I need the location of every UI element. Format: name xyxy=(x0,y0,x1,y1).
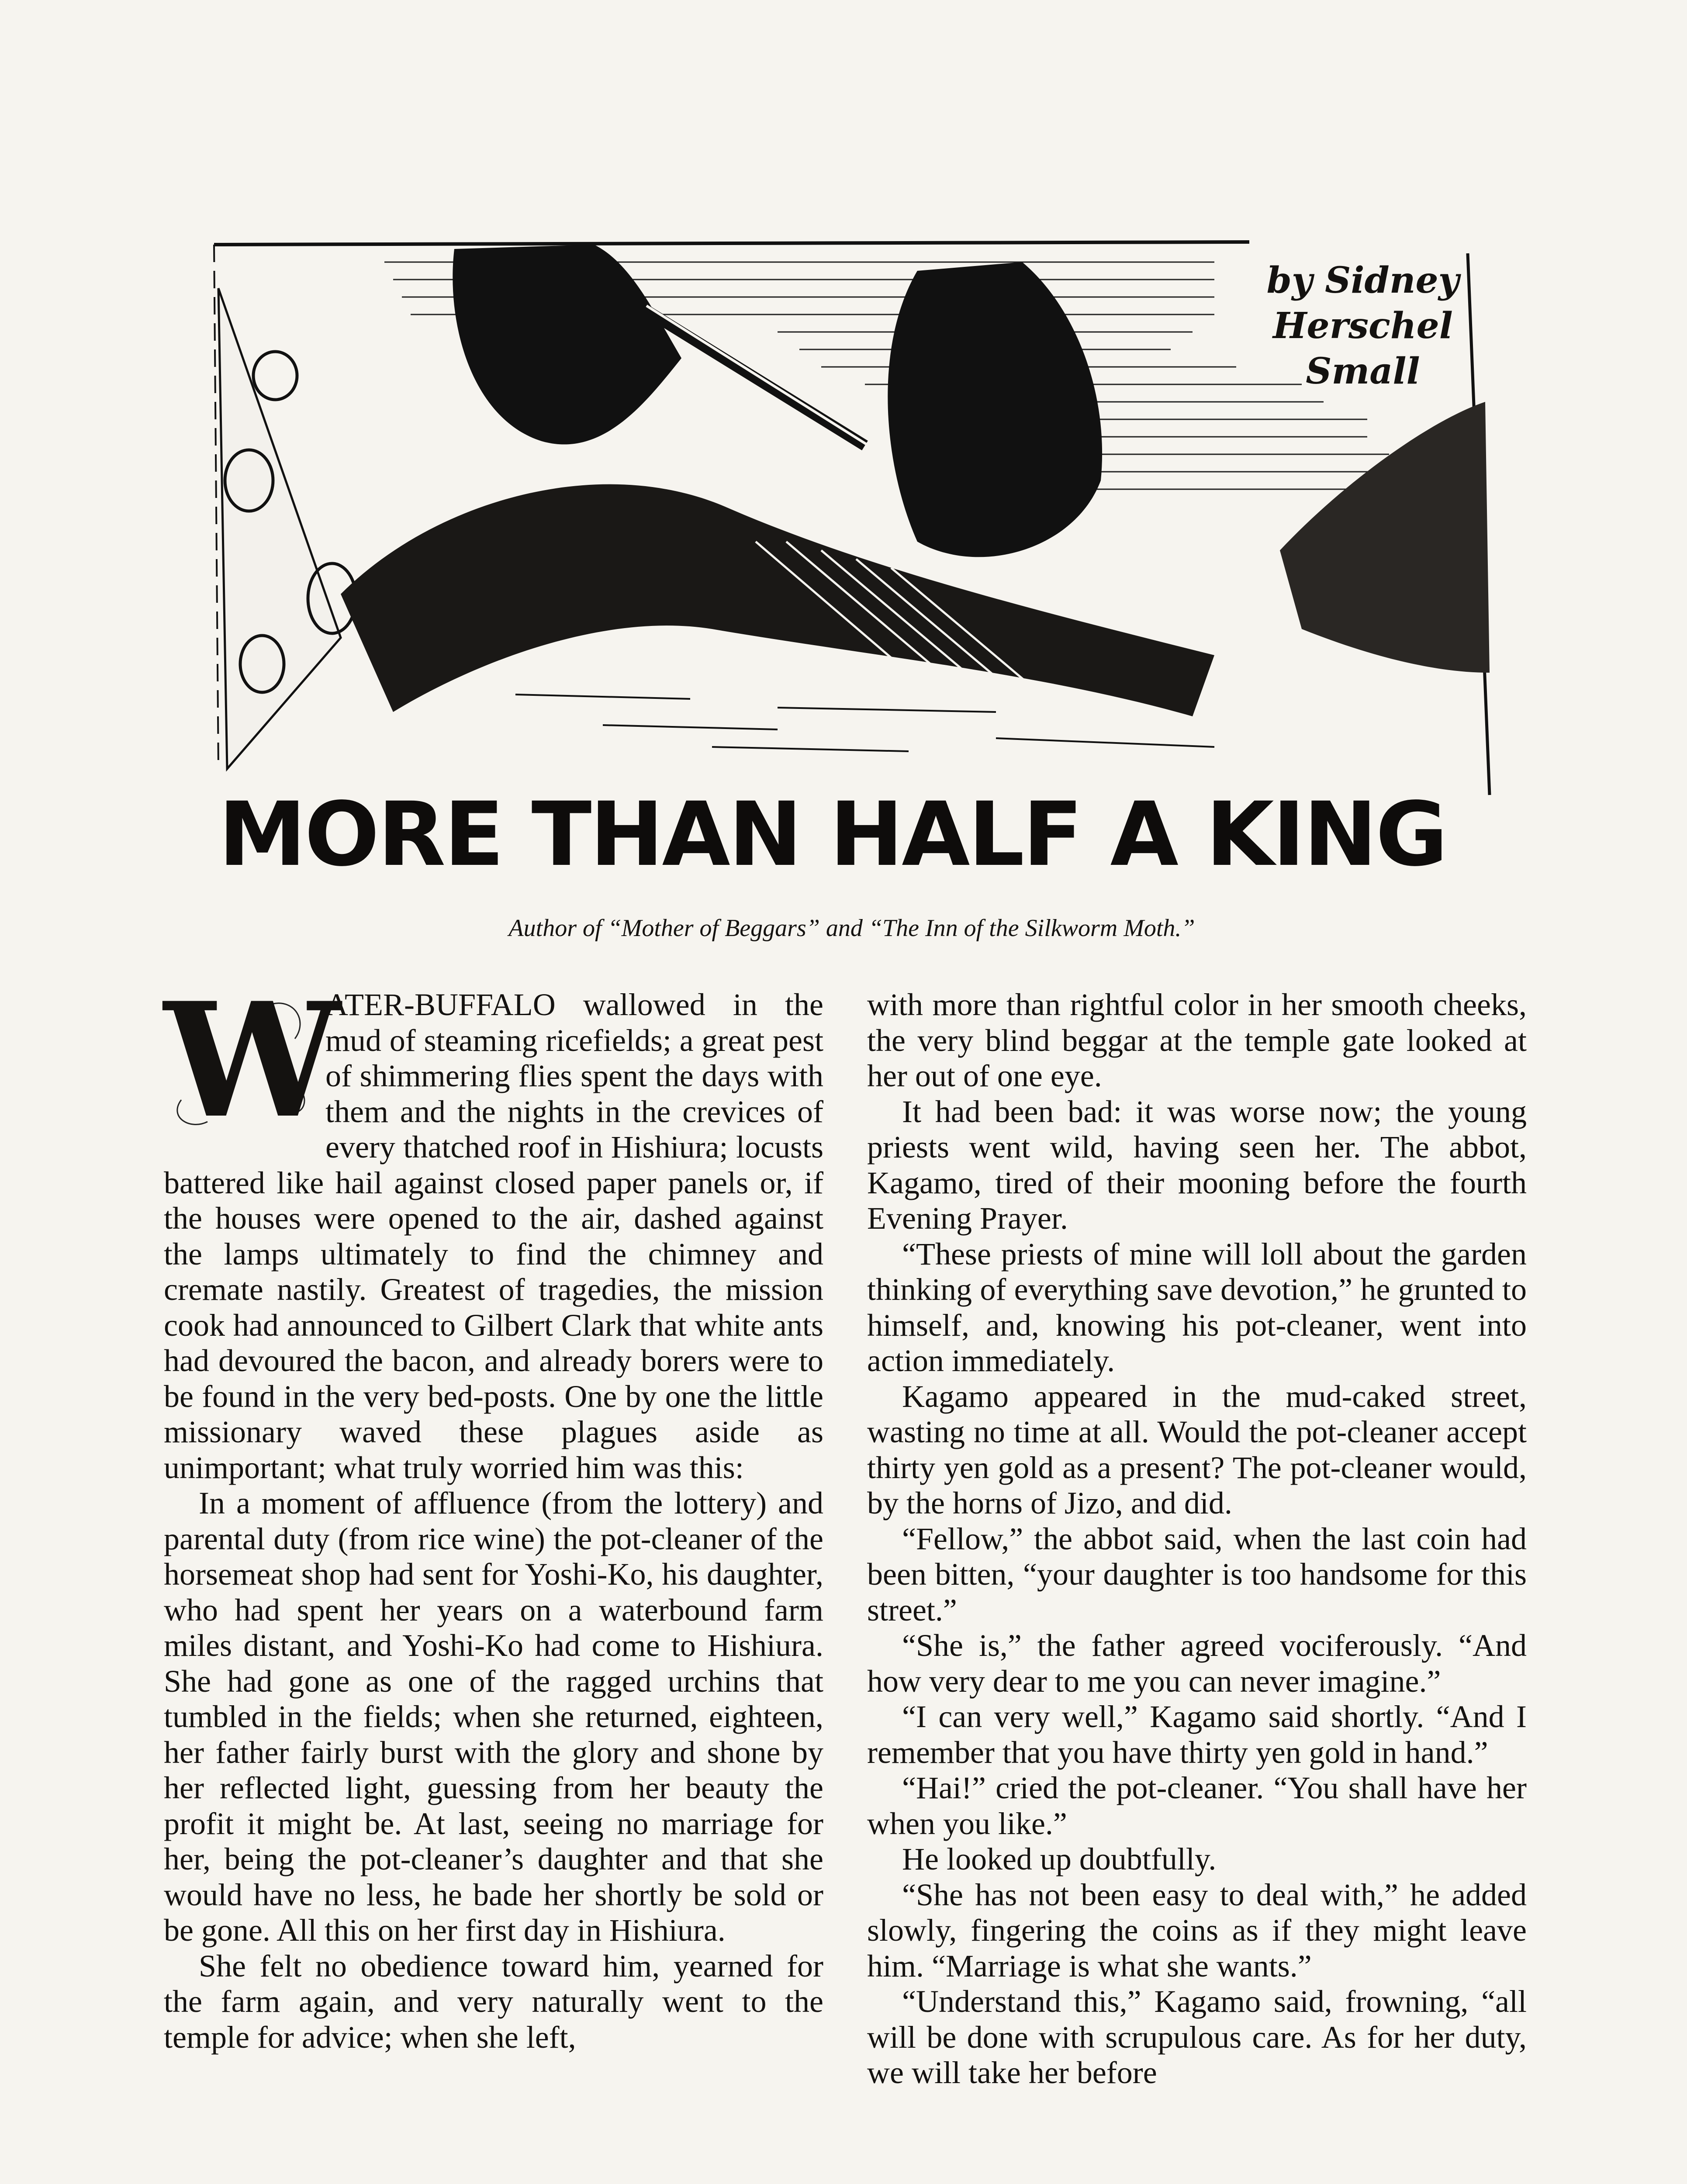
author-credits: Author of “Mother of Beggars” and “The Inn of the Silkworm Moth.” xyxy=(508,915,1195,942)
paragraph: Kagamo appeared in the mud-caked street, wasting no time at all. Would the pot-cleaner accept thirty yen gold as a present? The pot-cleaner would, by the horns of Jizo, and did. xyxy=(867,1379,1527,1521)
paragraph: “She has not been easy to deal with,” he added slowly, fingering the coins as if they might leave him. “Marriage is what she wants.” xyxy=(867,1877,1527,1984)
right-column xyxy=(867,987,1527,2091)
byline-line: Herschel xyxy=(1273,305,1453,347)
paragraph: “Fellow,” the abbot said, when the last coin had been bitten, “your daughter is too handsome for this street.” xyxy=(867,1521,1527,1628)
paragraph: She felt no obedience toward him, yearned for the farm again, and very naturally went to the temple for advice; when she left, xyxy=(164,1948,823,2055)
drop-cap xyxy=(164,968,341,1153)
drop-cap-letter: W xyxy=(164,968,341,1153)
paragraph: In a moment of affluence (from the lottery) and parental duty (from rice wine) the pot-cleaner of the horsemeat shop had sent for Yoshi-Ko, his daughter, who had spent her years on a waterbound farm miles distant, and Yoshi-Ko had come to Hishiura. She had gone as one of the ragged urchins that tumbled in the fields; when she returned, eighteen, her father fairly burst with the glory and shone by her reflected light, guessing from her beauty the profit it might be. At last, seeing no marriage for her, being the pot-cleaner’s daughter and that she would have no less, he bade her shortly be sold or be gone. All this on her first day in Hishiura. xyxy=(164,1486,823,1948)
byline xyxy=(1241,258,1485,394)
paragraph: “These priests of mine will loll about the garden thinking of everything save devotion,” he grunted to himself, and, knowing his pot-cleaner, went into action immediately. xyxy=(867,1236,1527,1378)
story-title: MORE THAN HALF A KING xyxy=(218,783,1446,886)
paragraph: “She is,” the father agreed vociferously. “And how very dear to me you can never imagine.” xyxy=(867,1628,1527,1699)
paragraph: “Hai!” cried the pot-cleaner. “You shall have her when you like.” xyxy=(867,1770,1527,1841)
paragraph: It had been bad: it was worse now; the young priests went wild, having seen her. The abbot, Kagamo, tired of their mooning before the fourth Evening Prayer. xyxy=(867,1094,1527,1236)
left-column xyxy=(164,968,823,2055)
byline-line: by Sidney xyxy=(1266,259,1459,301)
byline-line: Small xyxy=(1306,350,1420,392)
paragraph: “Understand this,” Kagamo said, frowning, “all will be done with scrupulous care. As for her duty, we will take her before xyxy=(867,1984,1527,2090)
paragraph: He looked up doubtfully. xyxy=(902,1842,1217,1876)
paragraph: “I can very well,” Kagamo said shortly. “And I remember that you have thirty yen gold in hand.” xyxy=(867,1699,1527,1770)
opening-paragraph-block xyxy=(164,968,823,1486)
paragraph: ATER-BUFFALO wallowed in the mud of steaming ricefields; a great pest of shimmering flies spent the days with them and the nights in the crevices of every thatched roof in Hishiura; locusts battered like hail against closed paper panels or, if the houses were opened to the air, dashed against the lamps ultimately to find the chimney and cremate nastily. Greatest of tragedies, the mission cook had announced to Gilbert Clark that white ants had devoured the bacon, and already borers were to be found in the very bed-posts. One by one the little missionary waved these plagues aside as unimportant; what truly worried him was this: xyxy=(164,987,823,1485)
paragraph: with more than rightful color in her smooth cheeks, the very blind beggar at the temple gate looked at her out of one eye. xyxy=(867,987,1527,1093)
